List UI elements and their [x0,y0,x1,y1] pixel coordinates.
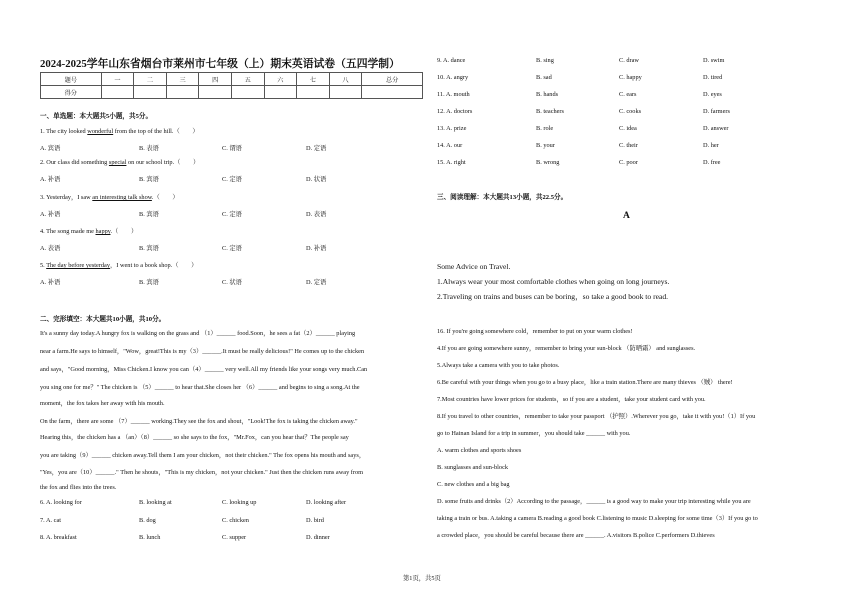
score-input-cell[interactable] [166,86,199,99]
cloze-option: B. lunch [139,534,161,541]
cloze-option: 13. A. prize [437,125,467,132]
answer-option: A. 补语 [40,176,61,183]
underlined-phrase: The day before yesterday [46,262,110,269]
cloze-option: 11. A. mouth [437,91,470,98]
score-input-cell[interactable] [101,86,134,99]
cloze-option: 6. A. looking for [40,499,82,506]
cloze-option: D. farmers [703,108,730,115]
cloze-option: B. wrong [536,159,560,166]
passage-line: Hearing this，the chicken has a （an）（8）______ so she says to the fox，"Mr.Fox，can you hear that？The people say [40,434,349,441]
reading-line: A. warm clothes and sports shoes [437,447,522,454]
cloze-option: 14. A. our [437,142,463,149]
reading-line: 6.Be careful with your things when you go to a busy place，like a train station.There are many thieves （贼） there! [437,379,733,386]
answer-option: B. 表语 [139,145,159,152]
cloze-option: B. looking at [139,499,172,506]
stem-text: 4. The song made me [40,228,96,235]
exam-title: 2024-2025学年山东省烟台市莱州市七年级（上）期末英语试卷（五四学制） [40,58,400,70]
cloze-option: D. dinner [306,534,330,541]
question-stem [40,194,179,201]
answer-option: D. 定语 [306,279,327,286]
cloze-option: C. ears [619,91,637,98]
answer-option: A. 补语 [40,279,61,286]
passage-line: you are taking（9）______ chicken away.Tell them I am your chicken，not their chicken." The fox opens his mouth and says， [40,452,366,459]
score-input-cell[interactable] [231,86,264,99]
cloze-option: C. idea [619,125,637,132]
advice-intro-line: Some Advice on Travel. [437,262,511,271]
answer-option: B. 宾语 [139,211,159,218]
cloze-option: D. tired [703,74,723,81]
stem-text: 3. Yesterday，I saw [40,194,93,201]
passage-letter: A [623,211,630,221]
score-header-cell: 三 [166,73,199,86]
score-header-cell: 五 [231,73,264,86]
reading-line: B. sunglasses and sun-block [437,464,509,471]
score-table [40,72,423,99]
score-input-cell[interactable] [297,86,330,99]
advice-intro-line: 1.Always wear your most comfortable clothes when going on long journeys. [437,277,670,286]
answer-option: C. 状语 [222,279,242,286]
passage-line: On the farm，there are some （7）______ working.They see the fox and shout，"Look!The fox is taking the chicken away." [40,418,358,425]
answer-option: B. 宾语 [139,245,159,252]
underlined-phrase: wonderful [87,128,114,135]
reading-line: 4.If you are going somewhere sunny，remember to bring your sun-block （防晒霜） and sunglasses. [437,345,696,352]
cloze-option: D. looking after [306,499,347,506]
reading-line: go to Hainan Island for a trip in summer，you should take ______ with you. [437,430,631,437]
passage-line: and says，"Good morning，Miss Chicken.I know you can（4）______ very well.All my friends like your songs very much.Can [40,366,368,373]
cloze-option: B. sing [536,57,554,64]
cloze-option: B. teachers [536,108,564,115]
question-stem [40,262,197,269]
cloze-option: B. your [536,142,555,149]
score-header-cell: 四 [199,73,232,86]
answer-option: A. 宾语 [40,145,61,152]
stem-text: .（ ） [151,194,179,201]
cloze-option: D. bird [306,517,324,524]
cloze-option: D. her [703,142,719,149]
answer-option: C. 定语 [222,176,242,183]
passage-line: near a farm.He says to himself，"Wow，great!This is my（3）______.It must be really delicious!" He comes up to the chicken [40,348,365,355]
score-input-cell[interactable] [134,86,167,99]
cloze-option: D. answer [703,125,729,132]
advice-intro-line: 2.Traveling on trains and buses can be boring，so take a good book to read. [437,292,669,301]
cloze-option: B. role [536,125,554,132]
question-stem [40,128,199,135]
score-input-cell[interactable] [264,86,297,99]
reading-line: 5.Always take a camera with you to take photos. [437,362,560,369]
cloze-option: C. supper [222,534,247,541]
reading-line: 8.If you travel to other countries，remember to take your passport （护照）.Wherever you go，take it with you!（1）If you [437,413,756,420]
cloze-option: 15. A. right [437,159,466,166]
cloze-option: B. sad [536,74,552,81]
underlined-phrase: special [108,159,127,166]
answer-option: D. 补语 [306,245,327,252]
question-stem [40,228,137,235]
cloze-option: C. poor [619,159,638,166]
score-input-cell[interactable] [199,86,232,99]
stem-text: 5. [40,262,47,269]
cloze-option: C. their [619,142,638,149]
answer-option: B. 宾语 [139,176,159,183]
cloze-option: C. happy [619,74,642,81]
section3-heading: 三、阅读理解：本大题共13小题，共22.5分。 [437,194,568,201]
reading-line: a crowded place，you should be careful because there are ______. A.visitors B.police C.performers D.thieves [437,532,715,539]
underlined-phrase: an interesting talk show [92,194,152,201]
score-header-cell: 二 [134,73,167,86]
passage-line: you sing one for me？" The chicken is （5）______ to hear that.She closes her （6）______ and begins to sing a song.At the [40,384,360,391]
reading-line: C. new clothes and a big bag [437,481,510,488]
cloze-option: 8. A. breakfast [40,534,77,541]
passage-line: the fox and flies into the trees. [40,484,117,491]
answer-option: D. 状语 [306,176,327,183]
score-header-cell: 六 [264,73,297,86]
answer-option: C. 定语 [222,245,242,252]
cloze-option: 12. A. doctors [437,108,473,115]
score-header-cell: 题号 [41,73,102,86]
answer-option: D. 定语 [306,145,327,152]
reading-line: 16. If you're going somewhere cold，remember to put on your warm clothes! [437,328,633,335]
score-header-cell: 八 [329,73,362,86]
section2-heading: 二、完形填空：本大题共10小题，共10分。 [40,316,166,323]
score-input-cell[interactable] [362,86,423,99]
score-header-cell: 总分 [362,73,423,86]
answer-option: D. 表语 [306,211,327,218]
cloze-option: 9. A. dance [437,57,466,64]
stem-text: 2. Our class did something [40,159,109,166]
question-stem [40,159,199,166]
section1-heading: 一、单选题：本大题共5小题，共5分。 [40,113,153,120]
cloze-option: D. free [703,159,721,166]
cloze-option: 7. A. cat [40,517,61,524]
stem-text: .（ ） [110,228,138,235]
answer-option: C. 谓语 [222,145,242,152]
score-header-cell: 一 [101,73,134,86]
stem-text: on our school trip.（ ） [126,159,200,166]
passage-line: moment，the fox takes her away with his mouth. [40,400,165,407]
answer-option: A. 补语 [40,211,61,218]
cloze-option: 10. A. angry [437,74,469,81]
cloze-option: C. looking up [222,499,257,506]
underlined-phrase: happy [95,228,111,235]
page-footer: 第1页，共5页 [403,575,441,582]
cloze-option: B. dog [139,517,156,524]
passage-line: "Yes，you are（10）______." Then he shouts，"This is my chicken，not your chicken." Just then the chicken runs away from [40,469,364,476]
score-header-cell: 七 [297,73,330,86]
passage-line: It's a sunny day today.A hungry fox is walking on the grass and （1）______ food.Soon，he sees a fat（2）______ playing [40,330,356,337]
reading-line: D. some fruits and drinks（2）According to the passage，______ is a good way to make your trip interesting while you are [437,498,751,505]
score-input-cell[interactable] [329,86,362,99]
stem-text: 1. The city looked [40,128,88,135]
reading-line: taking a train or bus. A.taking a camera B.reading a good book C.listening to music D.sleeping for some time（3）If you go to [437,515,758,522]
reading-line: 7.Most countries have lower prices for students，so if you are a student，take your student card with you. [437,396,706,403]
stem-text: from the top of the hill.（ ） [113,128,199,135]
answer-option: A. 表语 [40,245,61,252]
cloze-option: C. cooks [619,108,642,115]
stem-text: ，I went to a book shop.（ ） [110,262,198,269]
score-row-label: 得分 [41,86,102,99]
cloze-option: D. eyes [703,91,722,98]
cloze-option: C. draw [619,57,639,64]
answer-option: B. 宾语 [139,279,159,286]
cloze-option: B. hands [536,91,559,98]
answer-option: C. 定语 [222,211,242,218]
cloze-option: D. swim [703,57,725,64]
cloze-option: C. chicken [222,517,249,524]
